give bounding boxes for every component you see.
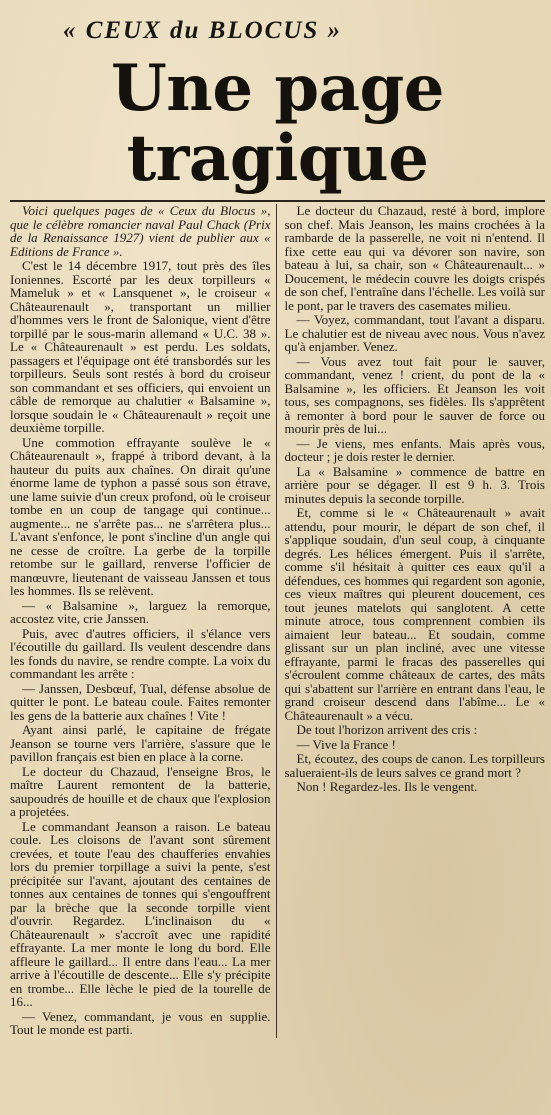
article-paragraph: — Vous avez tout fait pour le sauver, commandant, venez ! crient, du pont de la « Balsamine », les officiers. Et Jeanson les voit tous, ses compagnons, ses fidèles. Ils s'apprêtent à remonter à bord pour le sauver de force ou mourir près de lui... <box>284 353 545 436</box>
article-paragraph: Le docteur du Chazaud, l'enseigne Bros, le maître Laurent remontent de la batterie, saupoudrés de houille et de chaux que l'explosion a projetées. <box>10 763 271 819</box>
article-paragraph: Le commandant Jeanson a raison. Le bateau coule. Les cloisons de l'avant sont sûrement crevées, et toute l'eau des chaufferies envahies lors du premier torpillage a suivi la pente, s'est précipitée sur l'avant, ajoutant des centaines de tonnes aux centaines de tonnes qui s'engouffrent par la brèche que la seconde torpille vient d'ouvrir. Regardez. L'inclinaison du « Châteaurenault » s'accroît avec une rapidité effrayante. La mer monte le long du bord. Elle affleure le gaillard... Il entre dans l'eau... La mer arrive à l'écoutille de descente... Elle s'y précipite en trombe... Elle lèche le pied de la tourelle de 16... <box>10 818 271 1009</box>
article-paragraph: C'est le 14 décembre 1917, tout près des îles Ioniennes. Escorté par les deux torpilleurs « Mameluk » et « Lansquenet », le croiseur « Châteaurenault », transportant un millier d'hommes vers le front de Salonique, vient d'être torpillé par le sous-marin allemand « U.C. 38 ». Le « Châteaurenault » est perdu. Les soldats, passagers et l'équipage ont été transbordés sur les torpilleurs. Seuls sont restés à bord du croiseur son commandant et ses officiers, qui envoient un câble de remorque au chalutier « Balsamine », lorsque soudain le « Châteaurenault » reçoit une deuxième torpille. <box>10 258 271 435</box>
article-paragraph: Puis, avec d'autres officiers, il s'élance vers l'écoutille du gaillard. Ils veulent descendre dans les fonds du navire, se rendre compte. La voix du commandant les arrête : <box>10 625 271 681</box>
article-paragraph: La « Balsamine » commence de battre en arrière pour se dégager. Il est 9 h. 3. Trois minutes depuis la seconde torpille. <box>284 463 545 506</box>
article-paragraph: — Janssen, Desbœuf, Tual, défense absolue de quitter le pont. Le bateau coule. Faites remonter les gens de la batterie aux chaînes ! Vite ! <box>10 680 271 723</box>
article-paragraph: Et, comme si le « Châteaurenault » avait attendu, pour mourir, le départ de son chef, il s'applique soudain, d'un seul coup, à cinquante degrés. Les hélices émergent. Puis il s'arrête, comme s'il hésitait à quitter ces eaux qu'il a défendues, ces hommes qui regardent son agonie, ces vieux maîtres qui pleurent doucement, ces tout jeunes matelots qui sanglotent. A cette minute atroce, tous comprennent combien ils aimaient leur bateau... Et soudain, comme glissant sur un plan incliné, avec une vitesse effrayante, parmi le fracas des passerelles qui s'écroulent comme châteaux de cartes, des mâts qui s'abattent sur l'arrière en entrant dans l'eau, le grand croiseur descend dans l'abîme... Le « Châteaurenault » a vécu. <box>284 505 545 723</box>
article-paragraph: — Vive la France ! <box>296 736 396 752</box>
article-paragraph: Voici quelques pages de « Ceux du Blocus », que le célèbre romancier naval Paul Chack (Prix de la Renaissance 1927) vient de publier aux « Editions de France ». <box>10 203 271 259</box>
article-paragraph: Et, écoutez, des coups de canon. Les torpilleurs salueraient-ils de leurs salves ce grand mort ? <box>284 751 545 780</box>
article-paragraph: — Je viens, mes enfants. Mais après vous, docteur ; je dois rester le dernier. <box>284 435 545 464</box>
article-paragraph: Non ! Regardez-les. Ils le vengent. <box>296 779 478 794</box>
section-kicker: « CEUX du BLOCUS » <box>62 17 343 44</box>
article-paragraph: Ayant ainsi parlé, le capitaine de frégate Jeanson se tourne vers l'arrière, s'assure que le pavillon français est bien en place à la corne. <box>10 722 271 764</box>
right-column <box>285 204 546 1038</box>
article-paragraph: — Voyez, commandant, tout l'avant a disparu. Le chalutier est de niveau avec nous. Vous n'avez qu'à enjamber. Venez. <box>284 312 545 354</box>
article-columns <box>10 204 545 1038</box>
headline-rule <box>10 200 545 202</box>
headline: Une page tragique <box>110 51 445 196</box>
article-paragraph: De tout l'horizon arrivent des cris : <box>296 722 478 737</box>
article-paragraph: — « Balsamine », larguez la remorque, accostez vite, crie Janssen. <box>10 597 271 626</box>
left-column <box>10 204 277 1038</box>
article-paragraph: — Venez, commandant, je vous en supplie. Tout le monde est parti. <box>10 1008 271 1037</box>
article-paragraph: Le docteur du Chazaud, resté à bord, implore son chef. Mais Jeanson, les mains crochées à la rambarde de la passerelle, ne voit ni n'entend. Il fixe cette eau qui va dévorer son navire, son bateau à lui, sa chair, son « Châteaurenault... » Doucement, le médecin couvre les doigts crispés de son chef, l'entraîne dans l'échelle. Les voilà sur le pont, par le travers des casemates milieu. <box>284 203 545 313</box>
article-paragraph: Une commotion effrayante soulève le « Châteaurenault », frappé à tribord devant, à la hauteur du puits aux chaînes. On dirait qu'une énorme lame de typhon a passé sous son étrave, une lame suivie d'un creux profond, où le croiseur tombe en un coup de tangage qui continue... augmente... ne s'arrête pas... ne s'arrêtera plus... L'avant s'enfonce, le pont s'incline d'un angle qui ne cesse de croître. La gerbe de la torpille retombe sur le gaillard, renverse l'officier de manœuvre, lieutenant de vaisseau Janssen et tous les hommes. Ils se relèvent. <box>10 434 271 598</box>
